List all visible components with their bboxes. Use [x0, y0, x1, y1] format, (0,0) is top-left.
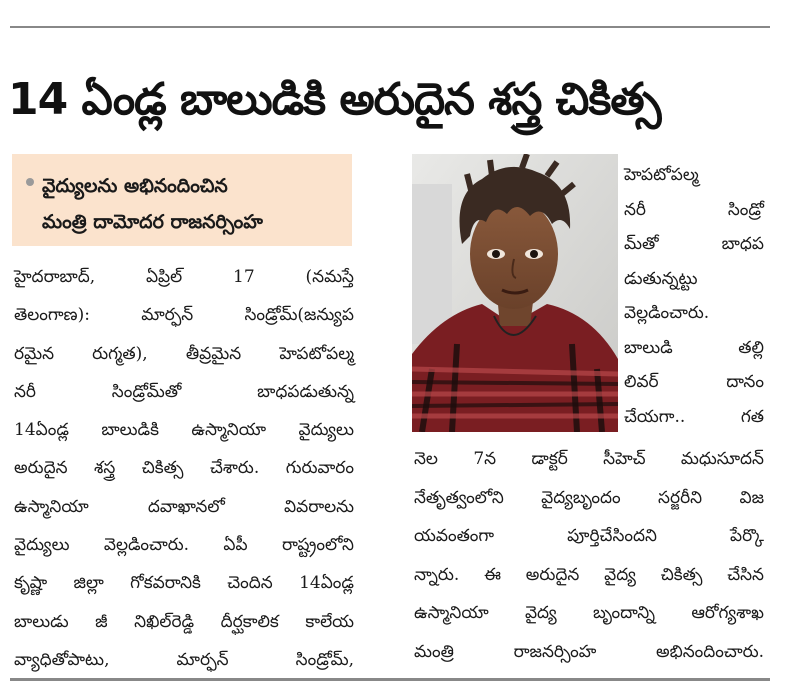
- left-line: హైదరాబాద్, ఏప్రిల్ 17 (నమస్తే: [14, 267, 354, 287]
- left-line: వ్యాధితోపాటు, మార్ఫన్ సిండ్రోమ్,: [14, 649, 354, 670]
- bottom-line: నేతృత్వంలోని వైద్యబృందం సర్జరీని విజ: [414, 487, 764, 508]
- bottom-line: నెల 7న డాక్టర్ సీహెచ్ మధుసూదన్: [414, 449, 764, 469]
- article-left-column: [14, 258, 354, 679]
- left-line: కృష్ణా జిల్లా గోకవరానికి చెందిన 14ఏండ్ల: [14, 573, 354, 594]
- boy-portrait-image: [412, 154, 618, 432]
- right-line: వెల్లడించారు.: [624, 303, 710, 323]
- highlight-line-2: మంత్రి దామోదర రాజనర్సింహ: [42, 211, 263, 233]
- left-line: వైద్యులు వెల్లడించారు. ఏపీ రాష్ట్రంలోని: [14, 535, 354, 556]
- bottom-line: ఉస్మానియా వైద్య బృందాన్ని ఆరోగ్యశాఖ: [414, 603, 764, 623]
- left-line: నరీ సిండ్రోమ్‌తో బాధపడుతున్న: [14, 381, 354, 402]
- left-line: రమైన రుగ్మత), తీవ్రమైన హెపటోపల్మ: [14, 343, 354, 364]
- left-line: అరుదైన శస్త్ర చికిత్స చేశారు. గురువారం: [14, 458, 354, 479]
- left-line: ఉస్మానియా దవాఖానలో వివరాలను: [14, 496, 354, 517]
- right-line: మ్‌తో బాధప: [624, 234, 764, 254]
- right-line: నరీ సిండ్రో: [624, 199, 764, 220]
- bullet-icon: [26, 178, 34, 186]
- highlight-line-1: వైద్యులను అభినందించిన: [42, 175, 228, 197]
- bottom-divider: [10, 678, 770, 681]
- top-divider: [10, 26, 770, 28]
- article-bottom-column: [414, 440, 764, 671]
- right-line: బాలుడి తల్లి: [624, 337, 764, 358]
- bottom-line: న్నారు. ఈ అరుదైన వైద్య చికిత్స చేసిన: [414, 564, 764, 585]
- right-line: లివర్ దానం: [624, 372, 764, 392]
- bottom-line: మంత్రి రాజనర్సింహ అభినందించారు.: [414, 641, 764, 662]
- left-line: 14ఏండ్ల బాలుడికి ఉస్మానియా వైద్యులు: [14, 420, 354, 441]
- boy-portrait-photo: [412, 154, 618, 432]
- right-line: డుతున్నట్టు: [624, 268, 698, 289]
- left-line: బాలుడు జీ నిఖిల్‌రెడ్డి దీర్ఘకాలిక కాలేయ: [14, 611, 354, 632]
- page-title: 14 ఏండ్ల బాలుడికి అరుదైన శస్త్ర చికిత్స: [8, 74, 661, 125]
- highlight-box: [12, 154, 352, 246]
- article-right-column: [624, 158, 764, 434]
- right-line: హెపటోపల్మ: [624, 165, 699, 185]
- bottom-line: యవంతంగా పూర్తిచేసిందని పేర్కొ: [414, 526, 764, 546]
- left-line: తెలంగాణ): మార్ఫన్ సిండ్రోమ్(జన్యుప: [14, 305, 354, 326]
- right-line: చేయగా.. గత: [624, 406, 764, 427]
